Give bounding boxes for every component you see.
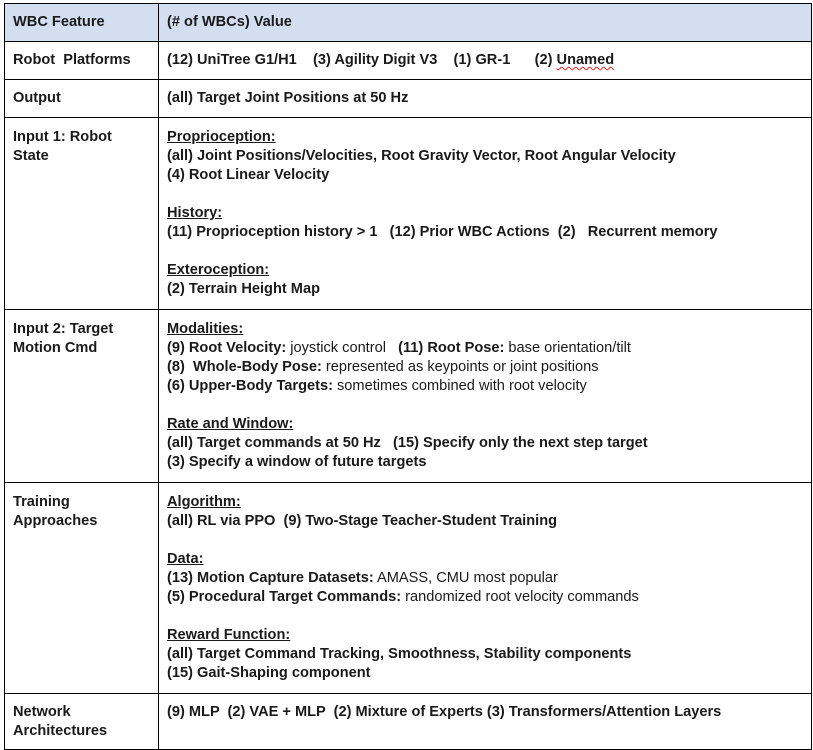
algorithm-heading: Algorithm: [167,494,241,510]
data-line1 [167,569,803,588]
value-input1 [159,118,812,310]
label-network [5,694,159,750]
data-procedural: (5) Procedural Target Commands: [167,589,402,605]
value-output: (all) Target Joint Positions at 50 Hz [159,80,812,118]
label-training-line2: Approaches [13,513,98,529]
data-line2 [167,588,803,607]
modality-line2 [167,358,803,377]
reward-line2: (15) Gait-Shaping component [167,665,371,681]
label-input2-line1: Input 2: Target [13,321,114,337]
reward-line1: (all) Target Command Tracking, Smoothness, Stability components [167,646,632,662]
modality-root-pose: (11) Root Pose: [398,340,505,356]
rate-window-heading: Rate and Window: [167,416,294,432]
exteroception-heading: Exteroception: [167,262,270,278]
data-mocap-desc: AMASS, CMU most popular [373,570,558,586]
header-row [5,4,812,42]
modality-root-velocity-desc: joystick control [286,340,399,356]
label-network-line2: Architectures [13,723,108,739]
row-input1 [5,118,812,310]
row-training [5,483,812,694]
rate-line1: (all) Target commands at 50 Hz (15) Specify only the next step target [167,435,648,451]
proprioception-line2: (4) Root Linear Velocity [167,167,330,183]
algorithm-line1: (all) RL via PPO (9) Two-Stage Teacher-Student Training [167,513,558,529]
value-training [159,483,812,694]
row-robot-platforms [5,42,812,80]
value-input2 [159,310,812,483]
label-input2-line2: Motion Cmd [13,340,98,356]
reward-heading: Reward Function: [167,627,291,643]
modality-upper-body-desc: sometimes combined with root velocity [332,378,587,394]
label-training-line1: Training [13,494,70,510]
platform-unamed: Unamed [556,52,615,68]
row-input2 [5,310,812,483]
platform-unitree: (12) UniTree G1/H1 [167,52,297,68]
header-value: (# of WBCs) Value [159,4,812,42]
value-robot-platforms [159,42,812,80]
data-procedural-desc: randomized root velocity commands [401,589,639,605]
label-input1-line1: Input 1: Robot [13,129,112,145]
row-network [5,694,812,750]
history-line1: (11) Proprioception history > 1 (12) Prior WBC Actions (2) Recurrent memory [167,224,718,240]
modality-root-velocity: (9) Root Velocity: [167,340,287,356]
proprioception-line1: (all) Joint Positions/Velocities, Root Gravity Vector, Root Angular Velocity [167,148,676,164]
platform-agility: (3) Agility Digit V3 [313,52,438,68]
label-input1 [5,118,159,310]
label-robot-platforms [5,42,159,80]
label-input2 [5,310,159,483]
platform-unamed-count: (2) [534,52,557,68]
rate-line2: (3) Specify a window of future targets [167,454,427,470]
history-heading: History: [167,205,223,221]
header-feature: WBC Feature [5,4,159,42]
value-network: (9) MLP (2) VAE + MLP (2) Mixture of Experts (3) Transformers/Attention Layers [159,694,812,750]
label-training [5,483,159,694]
modalities-heading: Modalities: [167,321,244,337]
exteroception-line1: (2) Terrain Height Map [167,281,320,297]
label-input1-line2: State [13,148,49,164]
row-output [5,80,812,118]
data-heading: Data: [167,551,204,567]
modality-upper-body: (6) Upper-Body Targets: [167,378,333,394]
modality-whole-body: (8) Whole-Body Pose: [167,359,322,375]
modality-line3 [167,377,803,396]
label-robot-platforms-text: Robot Platforms [13,52,131,68]
wbc-feature-table [4,3,812,750]
proprioception-heading: Proprioception: [167,129,276,145]
modality-line1 [167,339,803,358]
modality-whole-body-desc: represented as keypoints or joint positions [321,359,599,375]
modality-root-pose-desc: base orientation/tilt [504,340,631,356]
data-mocap: (13) Motion Capture Datasets: [167,570,374,586]
label-output: Output [5,80,159,118]
label-network-line1: Network [13,704,71,720]
platform-gr1: (1) GR-1 [453,52,511,68]
